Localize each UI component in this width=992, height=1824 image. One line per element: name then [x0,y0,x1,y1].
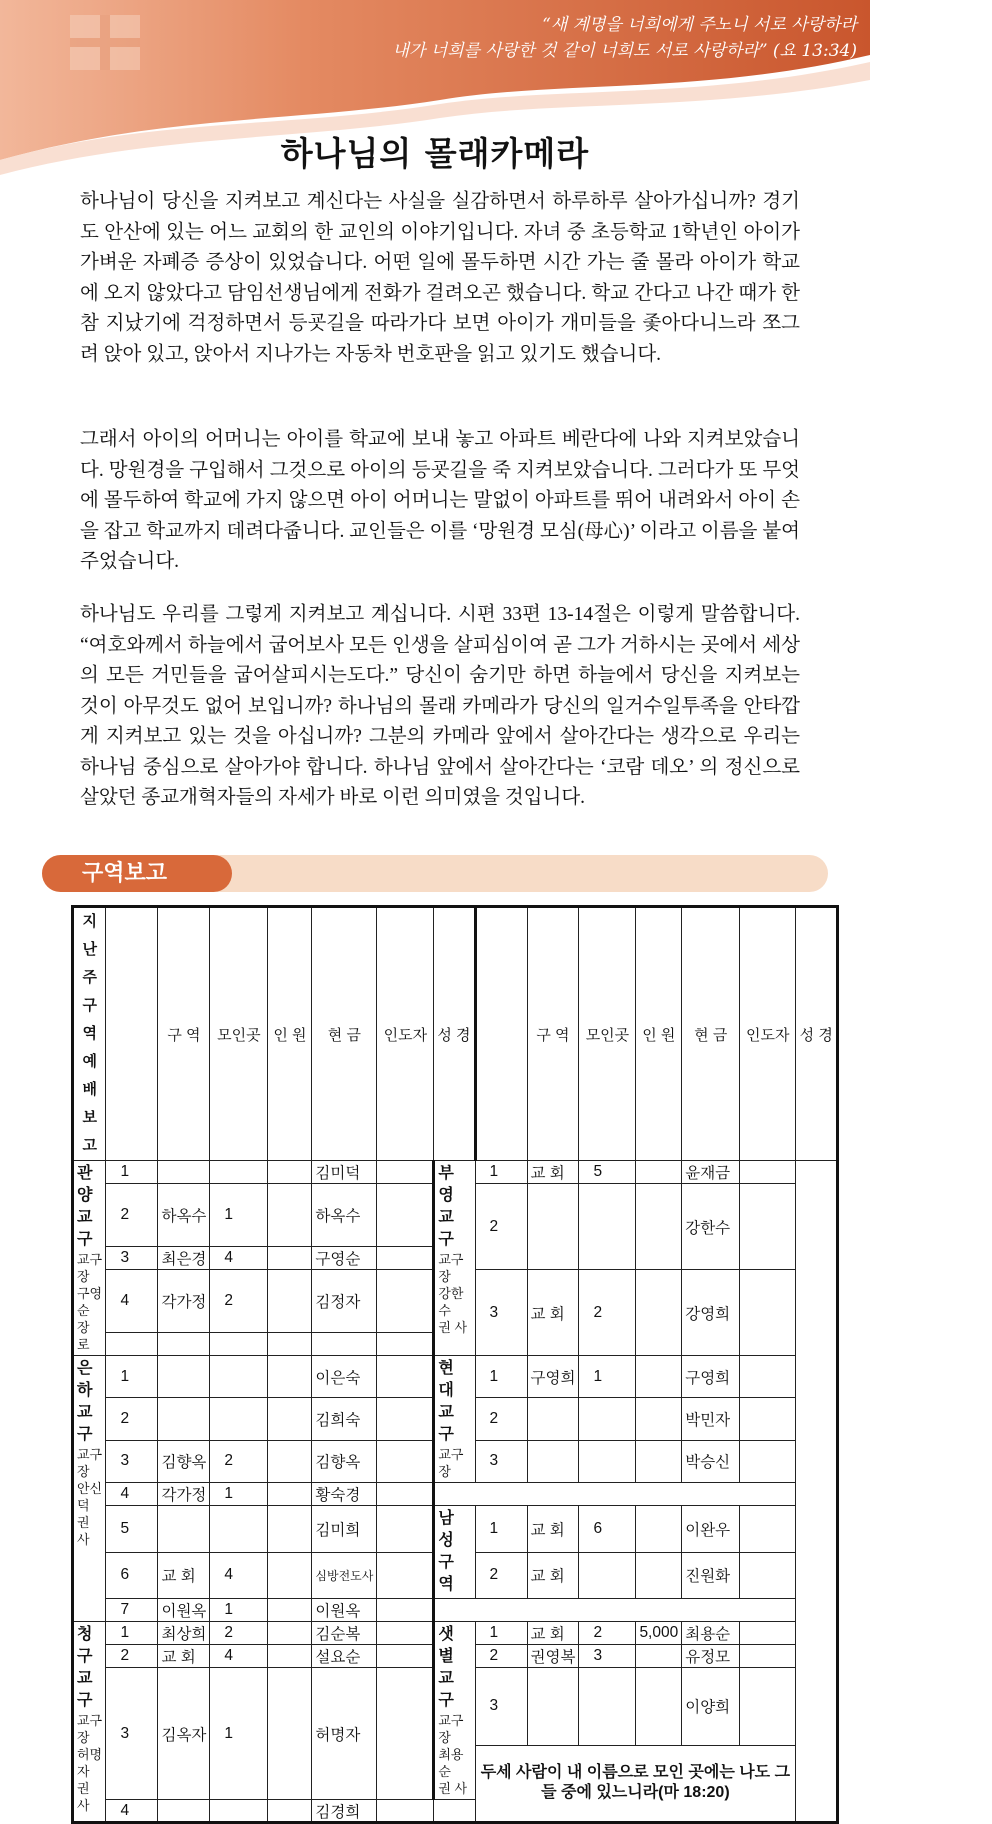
cell-offering [636,1552,682,1599]
group-label [434,1161,475,1356]
cell-district: 4 [106,1800,158,1823]
cell-count: 2 [210,1270,268,1333]
cell-place: 각가정 [158,1483,210,1506]
cell-place: 김향옥 [158,1440,210,1482]
cell-bible [740,1184,796,1270]
cell-place: 김옥자 [158,1668,210,1800]
cell-bible [377,1483,434,1506]
side-label: 지난주 구역예배보고 [73,907,106,1161]
cell-offering [268,1184,312,1247]
cell-count [210,1800,268,1823]
cell-leader: 강한수 [682,1184,740,1270]
cell-place: 교 회 [158,1552,210,1599]
cell-place: 교 회 [527,1270,579,1356]
group-leader: 교구장 허명자 권 사 [77,1713,103,1813]
cell-count: 2 [210,1440,268,1482]
group-name: 현 대 교 구 [438,1360,464,1443]
cell-offering [268,1645,312,1668]
cell-bible [377,1622,434,1645]
cell-leader: 유정모 [682,1645,740,1668]
table-row [73,1483,838,1506]
cell-leader: 황숙경 [312,1483,377,1506]
group-name: 샛 별 교 구 [438,1626,464,1709]
cell-district: 1 [475,1161,527,1184]
group-name: 관 양 교 구 [77,1165,103,1248]
cell-offering [268,1483,312,1506]
header-leader: 인도자 [377,907,434,1161]
cell-place: 이원옥 [158,1599,210,1622]
cell-place [158,1506,210,1553]
section-title: 구역보고 [42,855,232,892]
header-bible: 성 경 [796,907,838,1161]
cell-district: 2 [106,1645,158,1668]
cell-bible [377,1645,434,1668]
cell-place [527,1184,579,1270]
header-count: 인 원 [268,907,312,1161]
cell-offering [636,1161,682,1184]
cell-offering [268,1622,312,1645]
cell-offering [636,1356,682,1398]
cell-place: 교 회 [158,1645,210,1668]
cell-leader: 심방전도사 [312,1552,377,1599]
cell-bible [377,1440,434,1482]
cell-count [579,1398,636,1440]
cell-place: 최상희 [158,1622,210,1645]
cell-place [158,1333,210,1356]
cell-offering [268,1440,312,1482]
cell-place: 교 회 [527,1506,579,1553]
table-row [73,1506,838,1553]
cell-offering [636,1645,682,1668]
cell-leader: 이원옥 [312,1599,377,1622]
cell-offering [268,1668,312,1800]
cell-leader: 이은숙 [312,1356,377,1398]
header-place: 모인곳 [210,907,268,1161]
cell-offering [268,1398,312,1440]
header-offering: 현 금 [312,907,377,1161]
header-district: 구 역 [527,907,579,1161]
cell-bible [377,1668,434,1800]
table-row [73,1622,838,1645]
cell-district: 2 [475,1398,527,1440]
paragraph-2: 그래서 아이의 어머니는 아이를 학교에 보내 놓고 아파트 베란다에 나와 지켜보았습니다. 망원경을 구입해서 그것으로 아이의 등굣길을 죽 지켜보았습니다. 그러다가 또 무엇에 몰두하여 학교에 가지 않으면 아이 어머니는 말없이 아파트를 뛰어 내려와서 아이 손을 잡고 학교까지 데려다줍니다. 교인들은 이를 ‘망원경 모심(母心)’ 이라고 이름을 붙여주었습니다. [80,429,800,572]
cell-count: 1 [210,1599,268,1622]
cell-bible [377,1506,434,1553]
cell-bible [740,1552,796,1599]
cell-count [579,1552,636,1599]
cell-leader: 김정자 [312,1270,377,1333]
cell-district: 4 [106,1270,158,1333]
cell-district: 1 [475,1622,527,1645]
cell-count [210,1506,268,1553]
cell-place [527,1440,579,1482]
cell-count: 6 [579,1506,636,1553]
cell-district: 3 [106,1440,158,1482]
group-leader: 교구장 [438,1447,464,1479]
cell-count: 4 [210,1552,268,1599]
cell-leader: 김미덕 [312,1161,377,1184]
scripture-motto: 두세 사람이 내 이름으로 모인 곳에는 나도 그들 중에 있느니라(마 18:20) [475,1745,796,1823]
gift-box-icon [70,15,140,70]
cell-offering [268,1599,312,1622]
group-leader: 교구장 최용순 권 사 [438,1713,468,1796]
header-leader: 인도자 [740,907,796,1161]
cell-leader: 강영희 [682,1270,740,1356]
blank-row [434,1599,796,1622]
cell-district: 2 [106,1398,158,1440]
cell-bible [740,1506,796,1553]
cell-bible [377,1599,434,1622]
table-row [73,1599,838,1622]
cell-count: 1 [210,1184,268,1247]
cell-count: 5 [579,1161,636,1184]
verse-line-2: 내가 너희를 사랑한 것 같이 너희도 서로 사랑하라” (요 13:34) [392,41,857,61]
cell-count: 2 [579,1622,636,1645]
cell-bible [740,1398,796,1440]
group-leader: 교구장 안신덕 권 사 [77,1447,103,1547]
cell-count: 1 [210,1668,268,1800]
group-name: 부 영 교 구 [438,1165,464,1248]
group-label [434,1622,475,1800]
cell-place: 교 회 [527,1161,579,1184]
cell-leader: 박승신 [682,1440,740,1482]
cell-district: 1 [475,1506,527,1553]
cell-district: 3 [106,1247,158,1270]
cell-bible [740,1270,796,1356]
group-leader: 교구장 강한수 권 사 [438,1252,468,1335]
cell-place: 하옥수 [158,1184,210,1247]
cell-offering [636,1184,682,1270]
cell-leader: 박민자 [682,1398,740,1440]
cell-leader: 이양희 [682,1668,740,1746]
cell-place [527,1668,579,1746]
cell-leader: 김미희 [312,1506,377,1553]
header-offering: 현 금 [682,907,740,1161]
cell-leader: 구영희 [682,1356,740,1398]
cell-place: 최은경 [158,1247,210,1270]
cell-offering [268,1270,312,1333]
cell-bible [740,1440,796,1482]
cell-district: 1 [106,1161,158,1184]
cell-district: 6 [106,1552,158,1599]
cell-count: 4 [210,1247,268,1270]
header-verse [393,12,857,64]
group-label [434,1356,475,1483]
cell-district [106,1333,158,1356]
group-label [73,1356,106,1622]
header-district: 구 역 [158,907,210,1161]
cell-bible [740,1668,796,1746]
cell-count: 2 [579,1270,636,1356]
cell-offering [268,1247,312,1270]
cell-bible [377,1184,434,1247]
cell-district: 2 [106,1184,158,1247]
cell-district: 1 [106,1356,158,1398]
cell-leader: 윤재금 [682,1161,740,1184]
cell-leader: 허명자 [312,1668,377,1800]
cell-leader: 이완우 [682,1506,740,1553]
cell-place [158,1356,210,1398]
cell-leader: 구영순 [312,1247,377,1270]
cell-bible [377,1398,434,1440]
cell-bible [740,1622,796,1645]
group-label [434,1506,475,1599]
cell-place [158,1800,210,1823]
cell-offering [268,1552,312,1599]
paragraph-1: 하나님이 당신을 지켜보고 계신다는 사실을 실감하면서 하루하루 살아가십니까? 경기도 안산에 있는 어느 교회의 한 교인의 이야기입니다. 자녀 중 초등학교 1학년인 아이가 가벼운 자폐증 증상이 있었습니다. 어떤 일에 몰두하면 시간 가는 줄 몰라 아이가 학교에 오지 않았다고 담임선생님에게 전화가 걸려오곤 했습니다. 학교 간다고 나간 때가 한참 지났기에 걱정하면서 등굣길을 따라가다 보면 아이가 개미들을 좇아다니느라 쪼그려 앉아 있고, 앉아서 지나가는 자동차 번호판을 읽고 있기도 했습니다. [80,191,800,365]
header-bible: 성 경 [434,907,475,1161]
cell-count [579,1440,636,1482]
cell-place [527,1398,579,1440]
group-name: 청 구 교 구 [77,1626,103,1709]
cell-place: 권영복 [527,1645,579,1668]
cell-offering [268,1333,312,1356]
cell-leader: 김희숙 [312,1398,377,1440]
cell-count: 1 [579,1356,636,1398]
group-label [73,1622,106,1823]
cell-leader: 김순복 [312,1622,377,1645]
cell-district: 3 [475,1440,527,1482]
blank-row [434,1483,796,1506]
cell-bible [377,1552,434,1599]
cell-offering [636,1668,682,1746]
cell-place [158,1398,210,1440]
cell-leader: 설요순 [312,1645,377,1668]
cell-offering [636,1398,682,1440]
cell-count: 1 [210,1483,268,1506]
cell-offering [636,1440,682,1482]
cell-leader: 하옥수 [312,1184,377,1247]
cell-offering [636,1506,682,1553]
cell-bible [740,1161,796,1184]
cell-place [158,1161,210,1184]
group-label [73,1161,106,1356]
cell-place: 구영희 [527,1356,579,1398]
group-name: 남 성 구 역 [438,1510,464,1593]
cell-offering [268,1161,312,1184]
cell-offering [268,1506,312,1553]
group-name: 은 하 교 구 [77,1360,103,1443]
cell-bible [377,1247,434,1270]
cell-bible [377,1800,434,1823]
verse-line-1: “새 계명을 너희에게 주노니 서로 사랑하라 [542,15,857,35]
cell-bible [377,1356,434,1398]
cell-district: 1 [475,1356,527,1398]
cell-offering [268,1800,312,1823]
cell-leader [312,1333,377,1356]
cell-district: 2 [475,1184,527,1270]
page-title: 하나님의 몰래카메라 [280,134,590,173]
cell-leader: 진원화 [682,1552,740,1599]
cell-district: 2 [475,1645,527,1668]
table-row [73,1161,838,1184]
group-leader: 교구장 구영순 장 로 [77,1252,103,1352]
district-report-table [71,905,839,1824]
cell-count: 3 [579,1645,636,1668]
cell-district: 3 [475,1270,527,1356]
cell-district: 3 [475,1668,527,1746]
cell-offering [268,1356,312,1398]
cell-bible [740,1645,796,1668]
table-body [73,1161,838,1823]
cell-district: 2 [475,1552,527,1599]
cell-bible [740,1356,796,1398]
cell-leader: 김경희 [312,1800,377,1823]
table-header-row [73,907,838,1161]
cell-bible [377,1270,434,1333]
cell-leader: 최용순 [682,1622,740,1645]
cell-count [210,1398,268,1440]
cell-place: 교 회 [527,1552,579,1599]
header-place: 모인곳 [579,907,636,1161]
cell-offering: 5,000 [636,1622,682,1645]
paragraph-3: 하나님도 우리를 그렇게 지켜보고 계십니다. 시편 33편 13-14절은 이렇게 말씀합니다. “여호와께서 하늘에서 굽어보사 모든 인생을 살피심이여 곧 그가 거하시는 곳에서 세상의 모든 거민들을 굽어살피시는도다.” 당신이 숨기만 하면 하늘에서 당신을 지켜보는 것이 아무것도 없어 보입니까? 하나님의 몰래 카메라가 당신의 일거수일투족을 안타깝게 지켜보고 있는 것을 아십니까? 그분의 카메라 앞에서 살아간다는 생각으로 우리는 하나님 중심으로 살아가야 합니다. 하나님 앞에서 살아간다는 ‘코람 데오’ 의 정신으로 살았던 종교개혁자들의 자세가 바로 이런 의미였을 것입니다. [80,604,800,808]
cell-bible [377,1333,434,1356]
cell-district: 7 [106,1599,158,1622]
table-row [73,1356,838,1398]
cell-offering [636,1270,682,1356]
cell-count: 4 [210,1645,268,1668]
cell-leader: 김향옥 [312,1440,377,1482]
cell-district: 4 [106,1483,158,1506]
cell-district: 3 [106,1668,158,1800]
cell-count [210,1161,268,1184]
cell-district: 1 [106,1622,158,1645]
cell-count [579,1184,636,1270]
cell-count [210,1333,268,1356]
cell-bible [377,1161,434,1184]
cell-district: 5 [106,1506,158,1553]
cell-count [579,1668,636,1746]
cell-place: 각가정 [158,1270,210,1333]
header-count: 인 원 [636,907,682,1161]
cell-count [210,1356,268,1398]
cell-count: 2 [210,1622,268,1645]
cell-place: 교 회 [527,1622,579,1645]
